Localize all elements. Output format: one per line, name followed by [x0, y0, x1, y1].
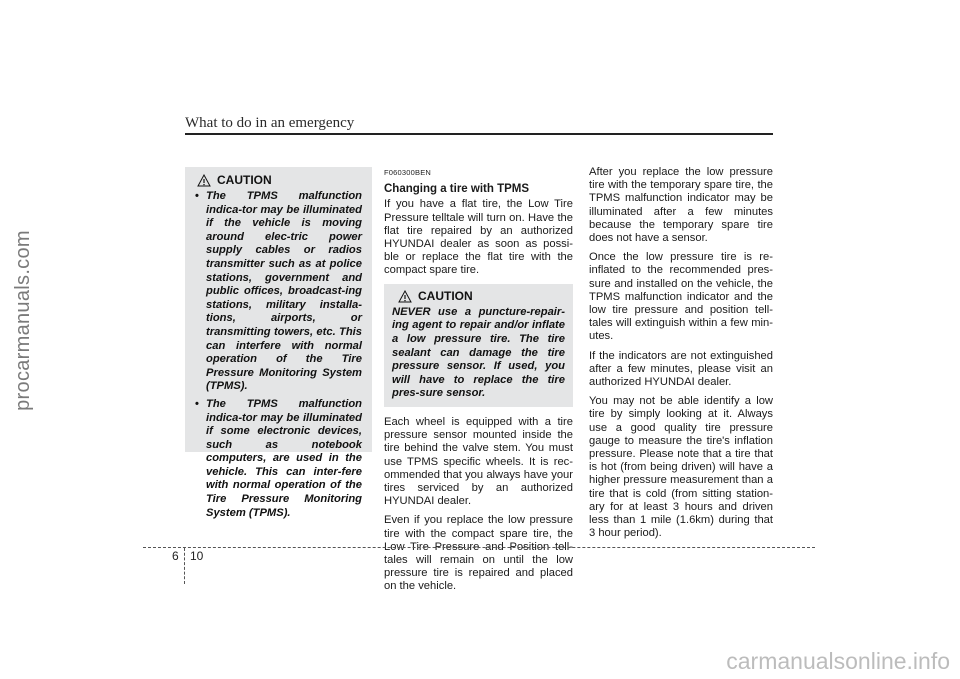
caution-list-left — [193, 190, 362, 520]
caution-title-left: CAUTION — [217, 173, 272, 187]
caution-text-middle: NEVER use a puncture-repair-ing agent to repair and/or inflate a low pressure tire. The tire sealant can damage the tire pressure sensor. If used, you will have to replace the tire pres-sure sensor. — [392, 305, 565, 400]
page-number: 10 — [190, 549, 204, 563]
caution-header-middle — [398, 290, 565, 303]
paragraph: Each wheel is equipped with a tire pressure sensor mounted inside the tire behind the valve stem. You must use TPMS specific wheels. It is rec-ommended that you always have your tires serviced by an authorized HYUNDAI dealer. — [384, 415, 573, 508]
paragraph: After you replace the low pressure tire with the temporary spare tire, the TPMS malfunction indicator may be illuminated after a few minutes because the temporary spare tire does not have a sensor. — [589, 166, 773, 245]
side-watermark — [0, 160, 46, 480]
paragraph: If you have a flat tire, the Low Tire Pressure telltale will turn on. Have the flat tire repaired by an authorized HYUNDAI dealer as soon as possi-ble or replace the flat tire with the compact spare tire. — [384, 198, 573, 277]
bottom-watermark: carmanualsonline.info — [726, 648, 950, 674]
caution-item — [193, 190, 362, 394]
section-heading: Changing a tire with TPMS — [384, 183, 530, 196]
caution-item-text: The TPMS malfunction indica-tor may be illuminated if some electronic devices, such as notebook computers, are used in the vehicle. This can inter-fere with normal operation of the Tire Pressure Monitoring System (TPMS). — [206, 397, 362, 519]
bullet-dot: • — [195, 397, 199, 410]
side-watermark-text: procarmanuals.com — [11, 229, 34, 411]
bullet-dot: • — [195, 190, 199, 202]
footer-divider — [184, 548, 185, 584]
caution-item-text: The TPMS malfunction indica-tor may be illuminated if the vehicle is moving around elec-tric power supply cables or radios transmitter such as at police stations, government and public offices, broadcast-ing stations, military installa-tions, airports, or transmitting towers, etc. This can interfere with normal operation of the Tire Pressure Monitoring System (TPMS). — [206, 190, 362, 393]
paragraph: Even if you replace the low pressure tire with the compact spare tire, the Low Tire Pressure and Position tell-tales will remain on until the low pressure tire is repaired and placed on the vehicle. — [384, 514, 573, 593]
caution-header-left — [197, 173, 362, 187]
paragraph: Once the low pressure tire is re-inflated to the recommended pres-sure and installed on the vehicle, the TPMS malfunction indicator and the low tire pressure and position tell-tales will extinguish within a few min-utes. — [589, 251, 773, 343]
header-rule — [185, 133, 773, 135]
paragraph: If the indicators are not extinguished after a few minutes, please visit an authorized HYUNDAI dealer. — [589, 349, 773, 389]
caution-box-left — [185, 167, 372, 519]
section-title: What to do in an emergency — [185, 115, 355, 131]
caution-item — [193, 398, 362, 520]
warning-icon — [398, 290, 412, 303]
chapter-number: 6 — [172, 549, 179, 563]
caution-box-middle — [384, 284, 573, 407]
warning-icon — [197, 174, 211, 187]
right-column — [589, 166, 773, 546]
footer-rule — [143, 547, 815, 548]
section-code: F060300BEN — [384, 168, 432, 177]
paragraph: You may not be able identify a low tire by simply looking at it. Always use a good quality tire pressure gauge to measure the tire's inflation pressure. Please note that a tire that is hot (from being driven) will have a higher pressure measurement than a tire that is cold (from sitting station-ary for at least 3 hours and driven less than 1 mile (1.6km) during that 3 hour period). — [589, 395, 773, 540]
middle-column — [384, 166, 573, 600]
caution-title-middle: CAUTION — [418, 288, 473, 303]
